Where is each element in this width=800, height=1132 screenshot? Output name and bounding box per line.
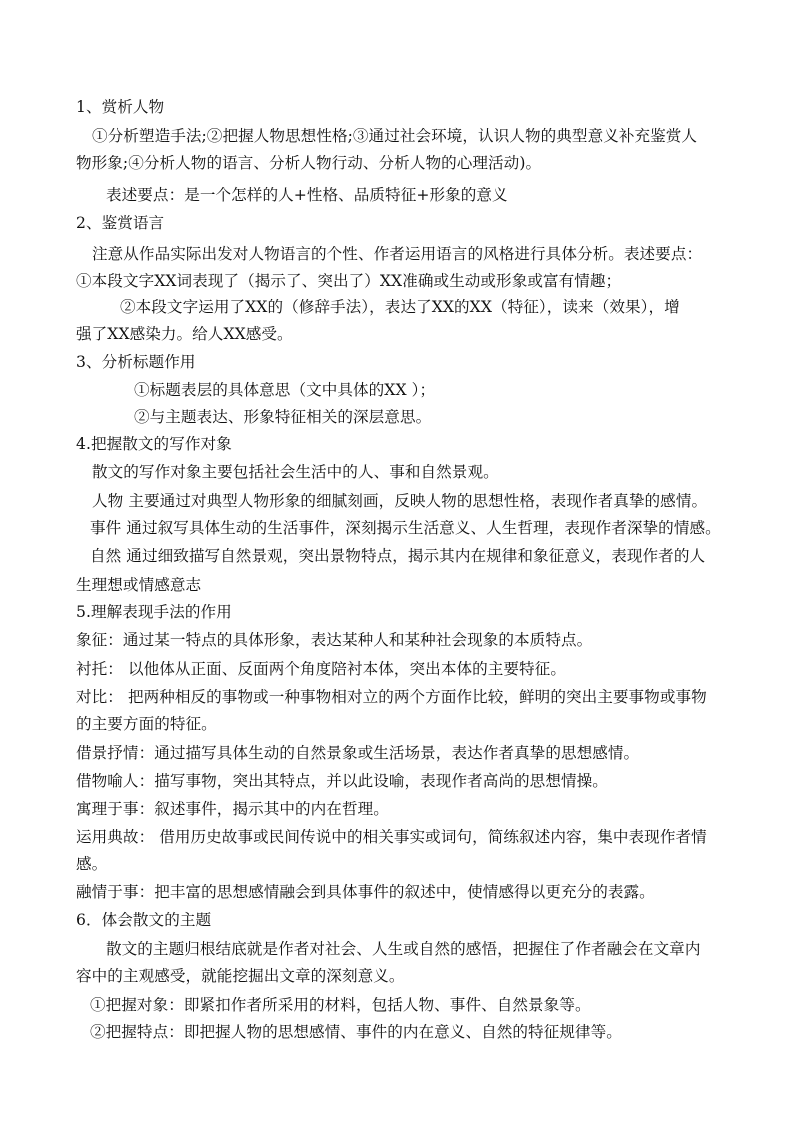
heading-3: 3、分析标题作用 [76,353,196,371]
paragraph-line: 借物喻人：描写事物，突出其特点，并以此设喻，表现作者高尚的思想情操。 [76,772,608,790]
paragraph-line: 运用典故： 借用历史故事或民间传说中的相关事实或词句，简练叙述内容，集中表现作者情 [76,828,707,846]
paragraph-line: 寓理于事：叙述事件，揭示其中的内在哲理。 [76,800,389,818]
paragraph-line: ②与主题表达、形象特征相关的深层意思。 [134,408,432,426]
paragraph-line: 表述要点：是一个怎样的人+性格、品质特征+形象的意义 [106,186,508,204]
paragraph-line: ②把握特点：即把握人物的思想感情、事件的内在意义、自然的特征规律等。 [90,1023,622,1041]
paragraph-line: ②本段文字运用了XX的（修辞手法），表达了XX的XX（特征），读来（效果），增 [120,298,680,316]
paragraph-line: 融情于事：把丰富的思想感情融会到具体事件的叙述中，使情感得以更充分的表露。 [76,883,655,901]
heading-2: 2、鉴赏语言 [76,214,165,232]
paragraph-line: 借景抒情：通过描写具体生动的自然景象或生活场景，表达作者真挚的思想感情。 [76,744,640,762]
paragraph-line: 自然 通过细致描写自然景观，突出景物特点，揭示其内在规律和象征意义，表现作者的人 [90,547,706,565]
heading-6: 6．体会散文的主题 [76,911,212,929]
heading-5: 5.理解表现手法的作用 [76,603,232,621]
paragraph-line: ①本段文字XX词表现了（揭示了、突出了）XX准确或生动或形象或富有情趣； [76,272,622,290]
paragraph-line: 强了XX感染力。给人XX感受。 [76,325,293,343]
heading-4: 4.把握散文的写作对象 [76,435,232,453]
paragraph-line: 象征：通过某一特点的具体形象，表达某种人和某种社会现象的本质特点。 [76,631,593,649]
paragraph-line: ①分析塑造手法;②把握人物思想性格;③通过社会环境，认识人物的典型意义补充鉴赏人 [92,127,698,145]
paragraph-line: 生理想或情感意志 [76,576,202,594]
paragraph-line: 对比： 把两种相反的事物或一种事物相对立的两个方面作比较，鲜明的突出主要事物或事物 [76,688,707,706]
paragraph-line: 的主要方面的特征。 [76,715,217,733]
paragraph-line: 散文的写作对象主要包括社会生活中的人、事和自然景观。 [92,463,499,481]
paragraph-line: 容中的主观感受，就能挖掘出文章的深刻意义。 [76,967,405,985]
paragraph-line: 物形象;④分析人物的语言、分析人物行动、分析人物的心理活动)。 [76,154,542,172]
paragraph-line: ①把握对象：即紧扣作者所采用的材料，包括人物、事件、自然景象等。 [90,996,591,1014]
heading-1: 1、赏析人物 [76,98,165,116]
paragraph-line: ①标题表层的具体意思（文中具体的XX ）； [134,381,436,399]
paragraph-line: 人物 主要通过对典型人物形象的细腻刻画，反映人物的思想性格，表现作者真挚的感情。 [92,492,708,510]
paragraph-line: 衬托： 以他体从正面、反面两个角度陪衬本体，突出本体的主要特征。 [76,660,566,678]
paragraph-line: 注意从作品实际出发对人物语言的个性、作者运用语言的风格进行具体分析。表述要点： [92,245,703,263]
paragraph-line: 感。 [76,855,108,873]
paragraph-line: 散文的主题归根结底就是作者对社会、人生或自然的感悟，把握住了作者融会在文章内 [106,940,701,958]
paragraph-line: 事件 通过叙写具体生动的生活事件，深刻揭示生活意义、人生哲理，表现作者深挚的情感。 [90,519,721,537]
